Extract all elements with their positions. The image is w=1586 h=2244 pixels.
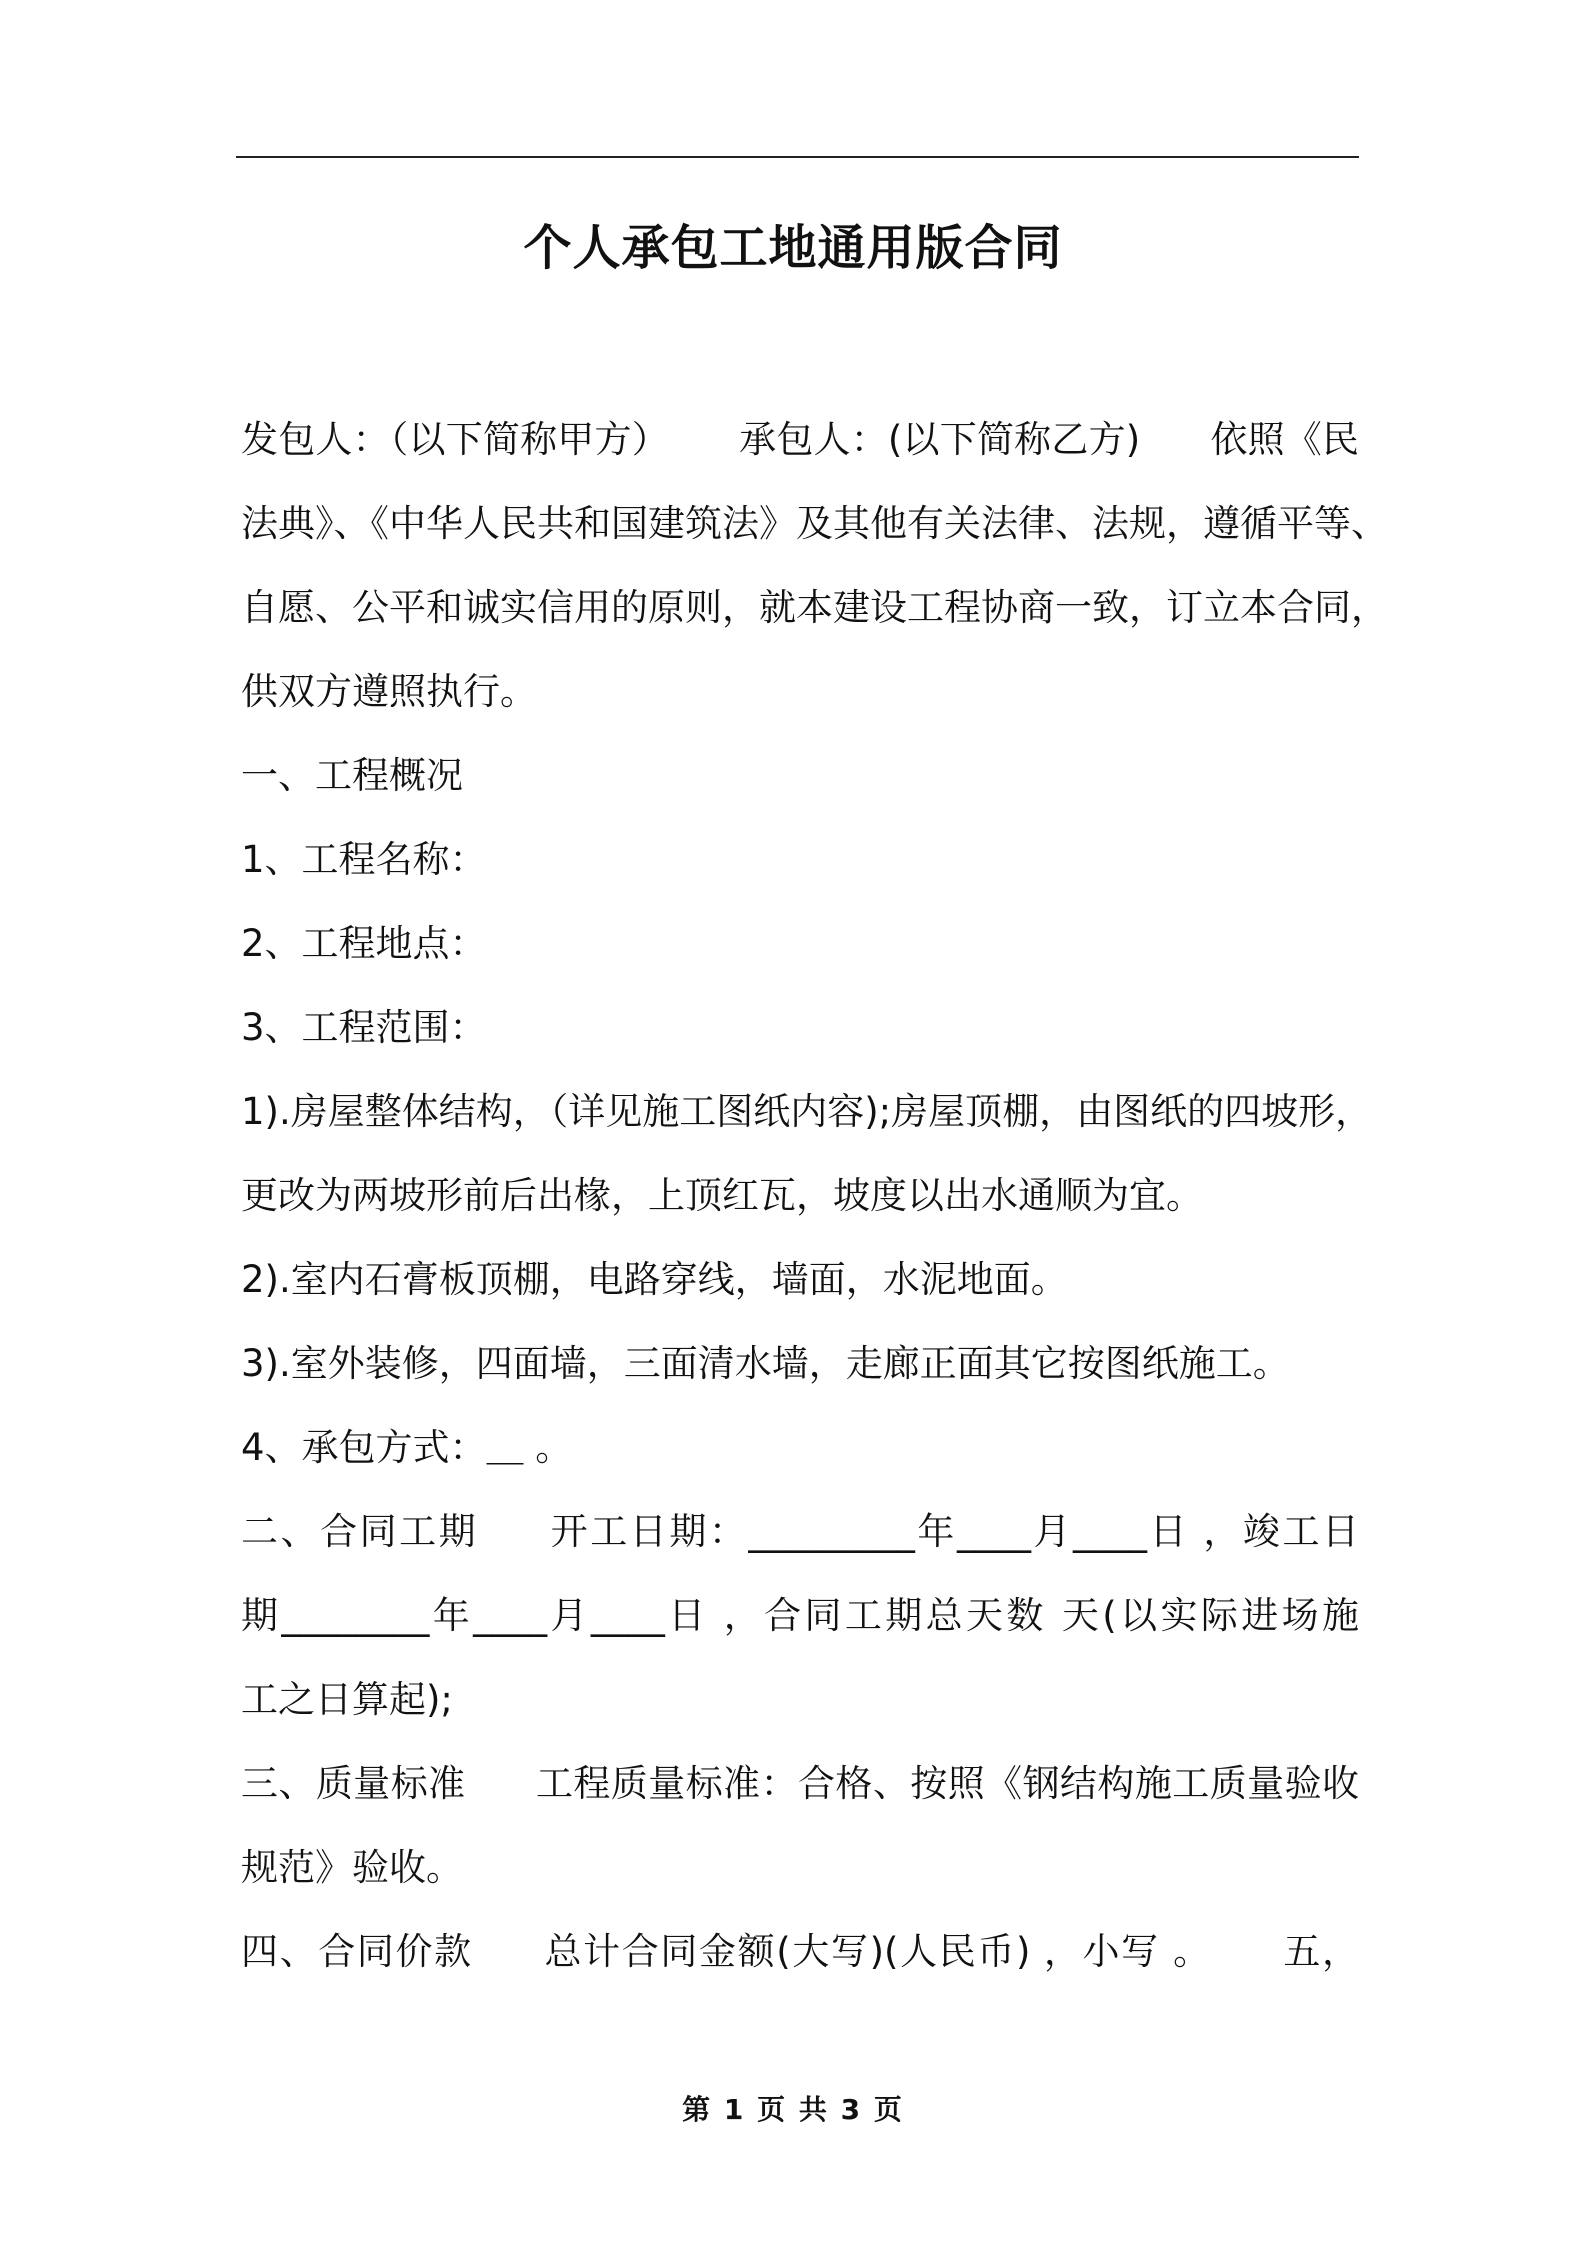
section-heading-price xyxy=(241,1910,1359,1994)
scope-item-2: 2).室内石膏板顶棚，电路穿线，墙面，水泥地面。 xyxy=(241,1258,1068,1301)
legal-basis-start: 依照《民 xyxy=(1210,418,1360,461)
paragraph-line: 法典》、《中华人民共和国建筑法》及其他有关法律、法规，遵循平等、 xyxy=(241,502,1388,545)
quality-label: 三、质量标准 xyxy=(241,1762,466,1805)
section-heading-project-overview: 一、工程概况 xyxy=(241,754,463,797)
scope-item-3: 3).室外装修，四面墙，三面清水墙，走廊正面其它按图纸施工。 xyxy=(241,1342,1290,1385)
end-date-field: 期________年____月____日 ，合同工期总天数 天(以实际进场施 xyxy=(241,1594,1359,1637)
project-name-field: 1、工程名称： xyxy=(241,838,487,881)
paragraph-line: 供双方遵照执行。 xyxy=(241,670,537,713)
scope-item-1: 1).房屋整体结构，（详见施工图纸内容);房屋顶棚，由图纸的四坡形， xyxy=(241,1090,1373,1133)
start-date-field: 开工日期：_________年____月____日 ，竣工日 xyxy=(548,1510,1359,1553)
header-rule xyxy=(236,156,1359,158)
scope-item-1-cont: 更改为两坡形前后出椽，上顶红瓦，坡度以出水通顺为宜。 xyxy=(241,1174,1203,1217)
end-date-field-cont: 工之日算起); xyxy=(241,1678,453,1721)
section-heading-quality xyxy=(241,1742,1359,1826)
page-number: 第 1 页 共 3 页 xyxy=(682,2093,904,2126)
total-amount-text: 总计合同金额(大写)(人民币) ，小写 。 xyxy=(542,1930,1212,1973)
paragraph-line: 自愿、公平和诚实信用的原则，就本建设工程协商一致，订立本合同， xyxy=(241,586,1388,629)
section-heading-contract-period xyxy=(241,1490,1359,1574)
section-five-start: 五， xyxy=(1281,1930,1360,1973)
contract-period-label: 二、合同工期 xyxy=(241,1510,479,1553)
document-body xyxy=(241,398,1388,1994)
project-location-field: 2、工程地点： xyxy=(241,922,487,965)
price-label: 四、合同价款 xyxy=(241,1930,473,1973)
document-title: 个人承包工地通用版合同 xyxy=(523,220,1063,276)
contractor-label: 承包人：(以下简称乙方) xyxy=(738,418,1141,461)
employer-label: 发包人：（以下简称甲方） xyxy=(241,418,669,461)
quality-standard-cont: 规范》验收。 xyxy=(241,1846,463,1889)
quality-standard-text: 工程质量标准：合格、按照《钢结构施工质量验收 xyxy=(535,1762,1360,1805)
contract-method-field: 4、承包方式：＿ 。 xyxy=(241,1426,573,1469)
project-scope-field: 3、工程范围： xyxy=(241,1006,487,1049)
paragraph-line-parties xyxy=(241,398,1359,482)
